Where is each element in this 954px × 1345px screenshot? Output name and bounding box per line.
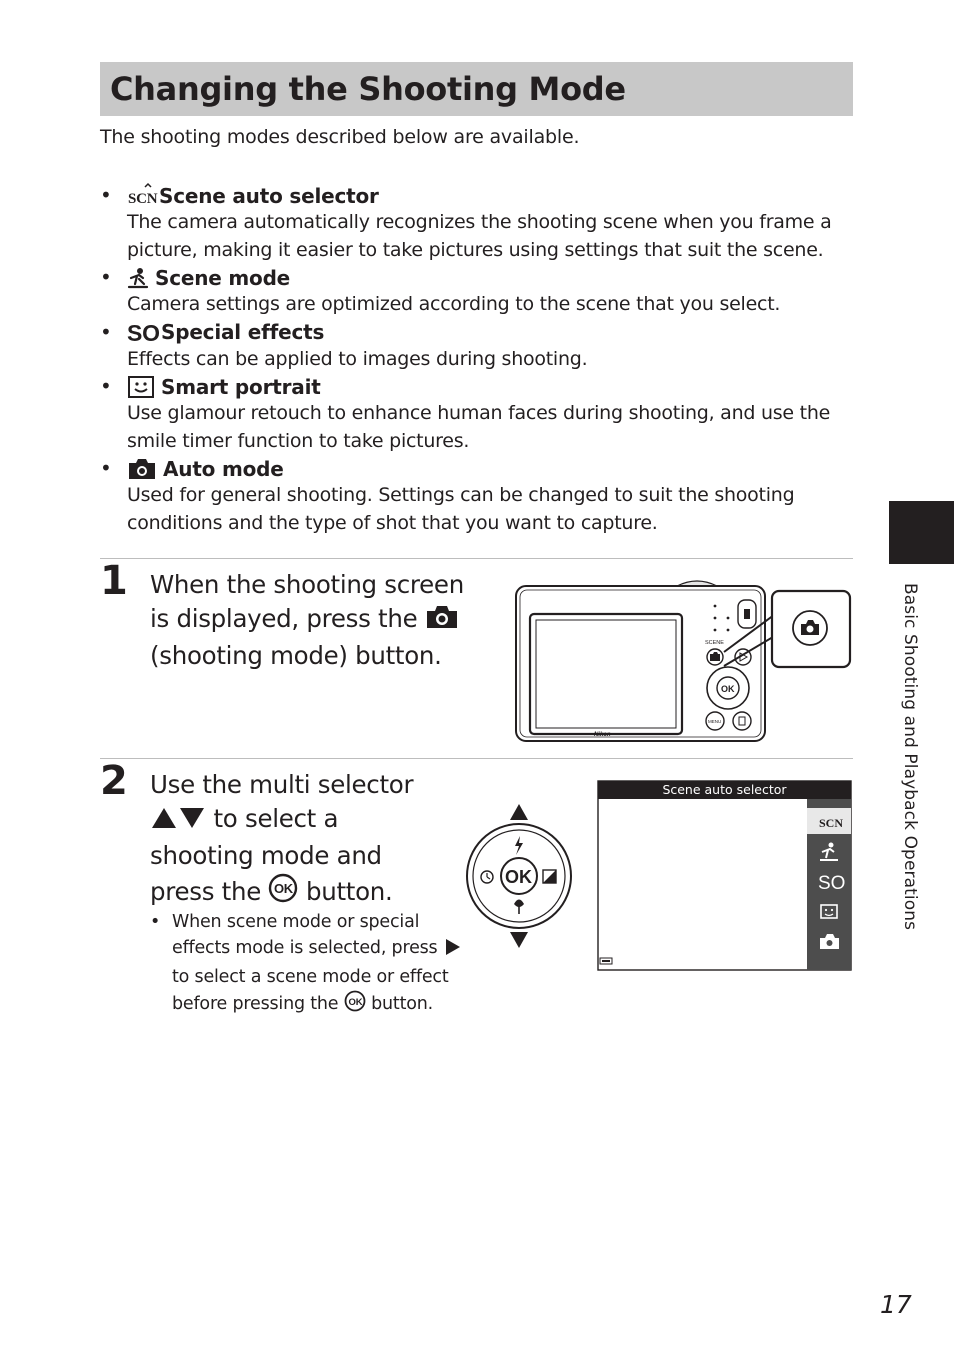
- page-title: Changing the Shooting Mode: [110, 70, 626, 108]
- step-divider: [100, 558, 853, 559]
- list-item-special-effects: [100, 319, 860, 374]
- step-line: (shooting mode) button.: [150, 641, 442, 670]
- special-effects-icon: SO: [818, 873, 846, 894]
- step-2-note: [150, 910, 470, 1021]
- smart-portrait-icon: [127, 375, 155, 399]
- svg-text:SO: SO: [127, 320, 160, 346]
- camera-icon: [425, 604, 459, 639]
- chapter-tab: [889, 501, 954, 564]
- step-divider: [100, 758, 853, 759]
- up-down-arrows-icon: [150, 805, 206, 839]
- step-line: Use the multi selector: [150, 770, 414, 799]
- list-item-scene-mode: [100, 264, 860, 319]
- bullet: •: [100, 374, 112, 398]
- scene-label: SCENE: [705, 640, 724, 646]
- page-number: 17: [880, 1290, 912, 1319]
- intro-text: The shooting modes described below are available.: [100, 126, 580, 148]
- step-number: 1: [100, 558, 128, 604]
- mode-description: Used for general shooting. Settings can be changed to suit the shooting conditions and the type of shot that you want to capture.: [127, 484, 795, 534]
- camera-back-illustration: [512, 576, 857, 748]
- note-text: to select a scene mode or effect before pressing the: [172, 966, 449, 1015]
- step-2-text: [150, 768, 460, 912]
- camera-screen-illustration: [597, 780, 853, 972]
- bullet: •: [100, 456, 112, 480]
- bullet: •: [100, 319, 112, 344]
- list-item-smart-portrait: [100, 373, 860, 455]
- camera-brand: Nikon: [594, 732, 611, 738]
- mode-name: Special effects: [161, 320, 325, 344]
- mode-name: Scene mode: [155, 265, 291, 290]
- right-arrow-icon: [443, 938, 461, 965]
- step-1-text: [150, 568, 490, 673]
- step-line: When the shooting screen: [150, 570, 464, 599]
- scene-mode-icon: [127, 266, 149, 290]
- svg-text:OK: OK: [274, 881, 294, 896]
- svg-text:OK: OK: [348, 997, 363, 1009]
- screen-title: Scene auto selector: [598, 781, 851, 799]
- svg-text:SCN: SCN: [128, 190, 158, 207]
- step-number: 2: [100, 758, 128, 804]
- list-item-scene-auto: [100, 182, 860, 264]
- mode-description: The camera automatically recognizes the shooting scene when you frame a picture, making it easier to take pictures using settings that suit the scene.: [127, 211, 832, 261]
- chapter-label: Basic Shooting and Playback Operations: [900, 583, 920, 931]
- bullet: •: [150, 912, 161, 932]
- mode-list: [100, 182, 860, 537]
- exposure-compensation-icon: [543, 870, 556, 883]
- bullet: •: [100, 183, 112, 207]
- step-line: is displayed, press the: [150, 604, 418, 633]
- list-item-auto-mode: [100, 455, 860, 537]
- special-effects-icon: [127, 320, 160, 346]
- mode-description: Effects can be applied to images during shooting.: [127, 347, 588, 370]
- bullet: •: [100, 265, 112, 289]
- svg-text:SCN: SCN: [819, 816, 844, 830]
- multi-selector-illustration: [462, 800, 577, 950]
- menu-label: MENU: [708, 719, 722, 724]
- mode-description: Camera settings are optimized according to the scene that you select.: [127, 293, 781, 315]
- step-line: press the: [150, 877, 261, 906]
- mode-name: Smart portrait: [161, 374, 321, 399]
- note-text: When scene mode or special effects mode is selected, press: [172, 912, 438, 958]
- mode-name: Auto mode: [163, 456, 284, 481]
- ok-label: OK: [505, 867, 532, 887]
- note-text: button.: [371, 994, 433, 1015]
- step-line: to select a: [213, 804, 339, 833]
- mode-name: Scene auto selector: [159, 183, 379, 208]
- scene-auto-selector-icon: [819, 816, 843, 830]
- step-line: button.: [305, 877, 393, 906]
- scene-auto-selector-icon: [127, 184, 158, 208]
- ok-button-icon: [268, 873, 298, 912]
- ok-label: OK: [721, 684, 735, 694]
- ok-button-icon: [344, 990, 366, 1021]
- up-arrow-icon: [510, 804, 528, 820]
- mode-description: Use glamour retouch to enhance human faces during shooting, and use the smile timer function to take pictures.: [127, 402, 831, 452]
- camera-icon: [127, 457, 157, 481]
- page-title-bar: [100, 62, 853, 116]
- step-line: shooting mode and: [150, 841, 382, 870]
- down-arrow-icon: [510, 932, 528, 948]
